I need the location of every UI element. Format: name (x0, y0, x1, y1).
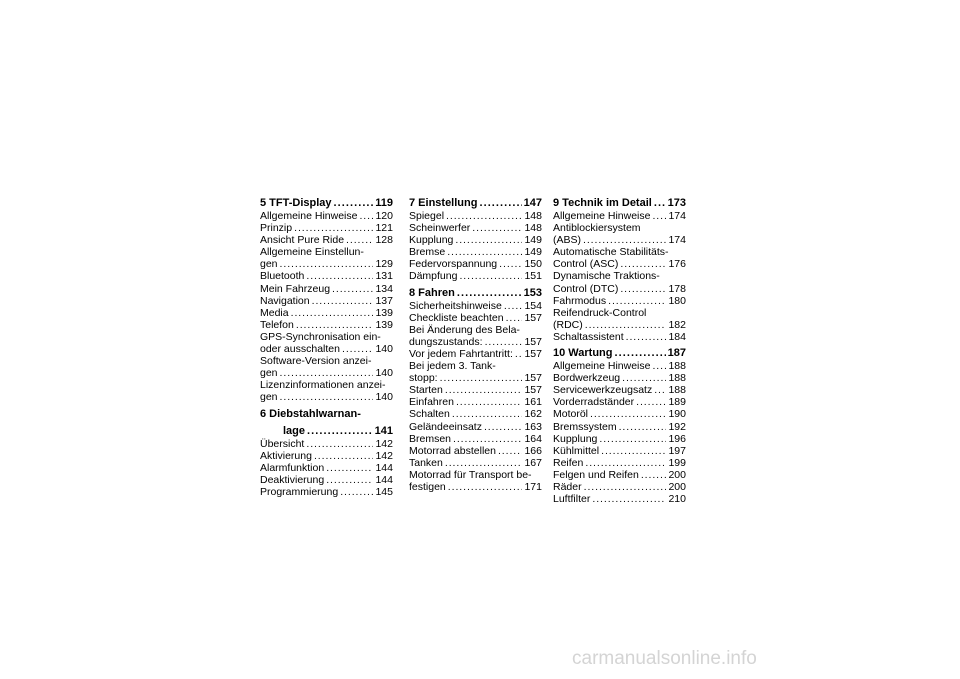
toc-entry-title: Control (ASC) (553, 258, 619, 271)
toc-page-number: 190 (668, 408, 686, 421)
toc-entry-title: 8 Fahren (409, 286, 455, 299)
toc-entry[interactable] (553, 421, 686, 433)
toc-page-number: 129 (375, 258, 393, 271)
toc-entry-title: Übersicht (260, 437, 305, 450)
toc-page-number: 140 (375, 391, 393, 404)
dot-leader (453, 433, 522, 445)
toc-chapter-entry[interactable] (553, 197, 686, 210)
toc-entry[interactable] (553, 331, 686, 343)
toc-entry[interactable] (553, 433, 686, 445)
toc-entry-title: (ABS) (553, 234, 582, 247)
dot-leader (622, 372, 666, 384)
toc-entry-title: gen (260, 391, 278, 404)
toc-entry-title: Scheinwerfer (409, 222, 471, 235)
toc-entry-title: 10 Wartung (553, 347, 613, 360)
toc-entry-title: Spiegel (409, 210, 445, 222)
dot-leader (326, 474, 373, 486)
toc-entry[interactable] (260, 391, 393, 403)
toc-page-number: 140 (375, 343, 393, 356)
toc-page-number: 188 (668, 372, 686, 385)
dot-leader (584, 481, 667, 493)
dot-leader (615, 347, 666, 360)
toc-entry[interactable] (409, 348, 542, 360)
toc-entry-title: Vor jedem Fahrtantritt: (409, 347, 513, 360)
toc-entry-title: 7 Einstellung (409, 197, 478, 209)
toc-entry-title: Motoröl (553, 408, 589, 421)
toc-page-number: 200 (668, 480, 686, 493)
toc-entry[interactable] (553, 481, 686, 493)
toc-page-number: 151 (524, 270, 542, 283)
toc-entry-title-line: Allgemeine Einstellun- (260, 246, 364, 259)
toc-entry-title: Tanken (409, 456, 443, 469)
toc-page-number: 174 (668, 234, 686, 247)
dot-leader (445, 384, 523, 396)
toc-chapter-entry[interactable] (553, 347, 686, 360)
dot-leader (314, 450, 374, 462)
toc-entry-title-line: GPS-Synchronisation ein- (260, 330, 381, 343)
toc-entry[interactable] (553, 283, 686, 295)
toc-page-number: 188 (668, 360, 686, 373)
dot-leader (485, 336, 523, 348)
toc-page-number: 144 (375, 461, 393, 474)
toc-entry[interactable] (553, 493, 686, 505)
dot-leader (636, 396, 666, 408)
toc-entry-title: Bluetooth (260, 270, 305, 283)
toc-entry[interactable] (260, 438, 393, 450)
toc-entry-title: Bremse (409, 246, 446, 259)
toc-entry[interactable] (260, 319, 393, 331)
toc-entry-title: festigen (409, 480, 446, 493)
toc-entry-title: Reifen (553, 456, 584, 469)
toc-entry-title: Servicewerkzeugsatz (553, 384, 653, 397)
toc-entry[interactable] (409, 457, 542, 469)
toc-entry-title: Schalten (409, 408, 450, 421)
toc-entry[interactable] (260, 307, 393, 319)
toc-chapter-entry[interactable] (260, 197, 393, 210)
toc-entry[interactable] (409, 372, 542, 384)
toc-entry-title: Kühlmittel (553, 444, 600, 457)
dot-leader (479, 197, 521, 210)
toc-page-number: 139 (375, 318, 393, 331)
toc-page-number: 176 (668, 258, 686, 271)
toc-page-number: 140 (375, 367, 393, 380)
toc-entry[interactable] (260, 450, 393, 462)
toc-page-number: 119 (375, 197, 393, 209)
toc-entry-title: Bremsen (409, 432, 452, 445)
toc-entry-title: Geländeeinsatz (409, 420, 482, 433)
toc-entry-title: Allgemeine Hinweise (553, 210, 651, 222)
toc-entry-title: 9 Technik im Detail (553, 197, 652, 209)
dot-leader (294, 222, 373, 234)
toc-page-number: 184 (668, 330, 686, 343)
dot-leader (312, 295, 374, 307)
dot-leader (448, 481, 523, 493)
toc-entry[interactable] (260, 343, 393, 355)
toc-page-number: 174 (668, 210, 686, 222)
toc-page-number: 153 (523, 286, 542, 299)
toc-entry-title: Navigation (260, 294, 310, 307)
toc-page-number: 200 (668, 468, 686, 481)
toc-page-number: 134 (375, 282, 393, 295)
toc-page-number: 154 (524, 299, 542, 312)
toc-page-number: 180 (668, 294, 686, 307)
toc-entry-title: dungszustands: (409, 335, 483, 348)
toc-entry-title: Control (DTC) (553, 282, 619, 295)
dot-leader (499, 258, 522, 270)
dot-leader (280, 367, 374, 379)
dot-leader (652, 360, 666, 372)
dot-leader (641, 469, 667, 481)
toc-entry[interactable] (409, 270, 542, 282)
toc-page-number: 157 (524, 372, 542, 385)
dot-leader (456, 396, 523, 408)
toc-entry[interactable] (409, 408, 542, 420)
dot-leader (340, 486, 373, 498)
toc-entry-title-line: Motorrad für Transport be- (409, 468, 532, 481)
toc-page-number: 210 (668, 493, 686, 506)
toc-page-number: 166 (524, 444, 542, 457)
toc-entry[interactable] (260, 462, 393, 474)
dot-leader (506, 312, 523, 324)
toc-entry[interactable] (260, 295, 393, 307)
toc-entry-title: (RDC) (553, 318, 583, 331)
toc-entry[interactable] (260, 474, 393, 486)
toc-entry[interactable] (409, 210, 542, 222)
toc-entry-title-line: Dynamische Traktions- (553, 270, 660, 283)
toc-page-number: 149 (524, 246, 542, 259)
toc-entry-title: Sicherheitshinweise (409, 299, 502, 312)
toc-page-number: 178 (668, 282, 686, 295)
toc-entry[interactable] (553, 319, 686, 331)
toc-entry-title: Allgemeine Hinweise (553, 360, 651, 373)
toc-entry[interactable] (553, 445, 686, 457)
toc-entry[interactable] (409, 396, 542, 408)
toc-entry-title: Einfahren (409, 396, 454, 409)
toc-entry-title: Motorrad abstellen (409, 444, 496, 457)
toc-entry[interactable] (553, 234, 686, 246)
toc-entry-title: Media (260, 306, 289, 319)
dot-leader (654, 197, 666, 210)
toc-column-3 (553, 197, 686, 505)
toc-entry-title: Räder (553, 480, 582, 493)
dot-leader (515, 348, 523, 360)
toc-entry-title-line: Bei Änderung des Bela- (409, 323, 520, 336)
toc-chapter-entry[interactable] (260, 425, 393, 438)
dot-leader (455, 234, 522, 246)
toc-entry-title-line: Bei jedem 3. Tank- (409, 360, 496, 373)
dot-leader (280, 258, 374, 270)
toc-column-2 (409, 197, 542, 493)
dot-leader (585, 319, 667, 331)
toc-page-number: 145 (375, 485, 393, 498)
toc-entry-title: Checkliste beachten (409, 311, 504, 324)
toc-entry-title: Luftfilter (553, 493, 591, 506)
toc-page-number: 199 (668, 456, 686, 469)
toc-page-number: 188 (668, 384, 686, 397)
dot-leader (346, 234, 373, 246)
toc-entry[interactable] (553, 360, 686, 372)
toc-page-number: 157 (524, 384, 542, 397)
toc-entry-title: lage (283, 424, 306, 437)
toc-entry-title: Kupplung (409, 234, 454, 247)
dot-leader (592, 493, 666, 505)
dot-leader (608, 295, 666, 307)
toc-entry-title: Schaltassistent (553, 330, 624, 343)
dot-leader (359, 210, 373, 222)
toc-entry[interactable] (409, 384, 542, 396)
dot-leader (291, 307, 374, 319)
toc-page-number: 128 (375, 234, 393, 247)
toc-entry[interactable] (409, 481, 542, 493)
dot-leader (484, 421, 523, 433)
toc-entry[interactable] (553, 295, 686, 307)
toc-entry[interactable] (409, 445, 542, 457)
toc-entry[interactable] (553, 396, 686, 408)
toc-page-number: 164 (524, 432, 542, 445)
toc-page-number: 157 (524, 311, 542, 324)
toc-entry-title: Telefon (260, 318, 294, 331)
toc-entry-title-line: Lizenzinformationen anzei- (260, 379, 386, 392)
toc-page-number: 131 (375, 270, 393, 283)
dot-leader (654, 384, 666, 396)
toc-entry[interactable] (260, 283, 393, 295)
toc-page-number: 189 (668, 396, 686, 409)
dot-leader (504, 300, 523, 312)
toc-entry-title: Allgemeine Hinweise (260, 210, 358, 222)
toc-page-number: 192 (668, 420, 686, 433)
toc-entry[interactable] (553, 210, 686, 222)
toc-entry-title: Mein Fahrzeug (260, 282, 331, 295)
toc-entry-title: Prinzip (260, 222, 293, 235)
dot-leader (445, 457, 523, 469)
toc-entry[interactable] (260, 270, 393, 282)
toc-page-number: 163 (524, 420, 542, 433)
toc-page-number: 187 (667, 347, 686, 360)
dot-leader (440, 372, 523, 384)
toc-entry[interactable] (260, 234, 393, 246)
toc-page-number: 149 (524, 234, 542, 247)
toc-entry-title-line: Reifendruck-Control (553, 306, 647, 319)
dot-leader (652, 210, 666, 222)
toc-chapter-entry[interactable] (409, 197, 542, 210)
toc-page-number: 121 (375, 222, 393, 235)
toc-entry-title: Alarmfunktion (260, 461, 325, 474)
toc-entry[interactable] (260, 367, 393, 379)
toc-page-number: 171 (524, 480, 542, 493)
dot-leader (296, 319, 374, 331)
dot-leader (472, 222, 522, 234)
toc-entry[interactable] (409, 222, 542, 234)
dot-leader (599, 433, 666, 445)
toc-entry-title: 5 TFT-Display (260, 197, 332, 209)
dot-leader (452, 408, 523, 420)
toc-chapter-title-line: 6 Diebstahlwarnan- (260, 407, 361, 420)
toc-entry[interactable] (409, 234, 542, 246)
dot-leader (585, 457, 666, 469)
toc-page-number: 197 (668, 444, 686, 457)
toc-entry-title: Kupplung (553, 432, 598, 445)
toc-entry-title: Bordwerkzeug (553, 372, 621, 385)
dot-leader (342, 343, 373, 355)
toc-entry[interactable] (260, 222, 393, 234)
toc-entry[interactable] (260, 486, 393, 498)
toc-page-number: 150 (524, 258, 542, 271)
toc-page-number: 157 (524, 347, 542, 360)
toc-page-number: 144 (375, 473, 393, 486)
toc-page-number: 141 (374, 424, 393, 437)
toc-entry[interactable] (553, 258, 686, 270)
toc-entry-title: oder ausschalten (260, 343, 340, 356)
toc-page-number: 182 (668, 318, 686, 331)
toc-entry-title: Programmierung (260, 485, 339, 498)
toc-page-number: 120 (375, 210, 393, 222)
toc-page-number: 167 (524, 456, 542, 469)
dot-leader (334, 197, 374, 210)
toc-entry-title: gen (260, 258, 278, 271)
dot-leader (498, 445, 523, 457)
dot-leader (590, 408, 666, 420)
toc-entry-title-line: Antiblockiersystem (553, 222, 641, 235)
toc-entry-title-line: Software-Version anzei- (260, 355, 372, 368)
dot-leader (459, 270, 522, 282)
toc-entry-title: Aktivierung (260, 449, 312, 462)
toc-page-number: 173 (667, 197, 686, 209)
dot-leader (306, 438, 373, 450)
toc-page-number: 196 (668, 432, 686, 445)
toc-entry-title: Bremssystem (553, 420, 617, 433)
toc-entry[interactable] (260, 258, 393, 270)
watermark-text: carmanualsonline.info (572, 648, 757, 669)
dot-leader (332, 283, 373, 295)
dot-leader (447, 246, 522, 258)
toc-entry[interactable] (553, 408, 686, 420)
toc-entry[interactable] (553, 469, 686, 481)
dot-leader (583, 234, 666, 246)
dot-leader (326, 462, 373, 474)
dot-leader (620, 258, 666, 270)
toc-page-number: 137 (375, 294, 393, 307)
toc-entry[interactable] (409, 421, 542, 433)
toc-page-number: 139 (375, 306, 393, 319)
toc-entry-title: Felgen und Reifen (553, 468, 639, 481)
toc-page-number: 162 (524, 408, 542, 421)
toc-entry-title: Ansicht Pure Ride (260, 234, 345, 247)
dot-leader (446, 210, 522, 222)
toc-entry[interactable] (409, 258, 542, 270)
toc-page-number: 157 (524, 335, 542, 348)
toc-entry-title: Fahrmodus (553, 294, 607, 307)
toc-page-number: 161 (524, 396, 542, 409)
dot-leader (457, 287, 522, 300)
toc-entry-title: gen (260, 367, 278, 380)
toc-entry-title-line: Automatische Stabilitäts- (553, 246, 669, 259)
toc-column-1 (260, 197, 393, 498)
toc-entry-title: Deaktivierung (260, 473, 325, 486)
toc-entry[interactable] (409, 300, 542, 312)
toc-entry[interactable] (409, 246, 542, 258)
toc-entry-title: stopp: (409, 372, 438, 385)
toc-entry[interactable] (409, 312, 542, 324)
toc-entry[interactable] (409, 336, 542, 348)
toc-entry[interactable] (553, 384, 686, 396)
dot-leader (626, 331, 667, 343)
toc-page-number: 142 (375, 449, 393, 462)
toc-entry-title: Starten (409, 384, 443, 397)
dot-leader (619, 421, 667, 433)
dot-leader (306, 270, 373, 282)
toc-entry-title: Federvorspannung (409, 258, 498, 271)
toc-page-number: 148 (524, 210, 542, 222)
toc-entry[interactable] (553, 457, 686, 469)
toc-page-number: 142 (375, 437, 393, 450)
toc-entry[interactable] (409, 433, 542, 445)
dot-leader (620, 283, 666, 295)
toc-chapter-entry[interactable] (409, 287, 542, 300)
dot-leader (307, 425, 373, 438)
dot-leader (280, 391, 374, 403)
toc-page-number: 147 (523, 197, 542, 209)
toc-entry-title: Dämpfung (409, 270, 458, 283)
toc-entry[interactable] (553, 372, 686, 384)
dot-leader (601, 445, 666, 457)
toc-entry[interactable] (260, 210, 393, 222)
toc-entry-title: Vorderradständer (553, 396, 635, 409)
toc-page-number: 148 (524, 222, 542, 235)
